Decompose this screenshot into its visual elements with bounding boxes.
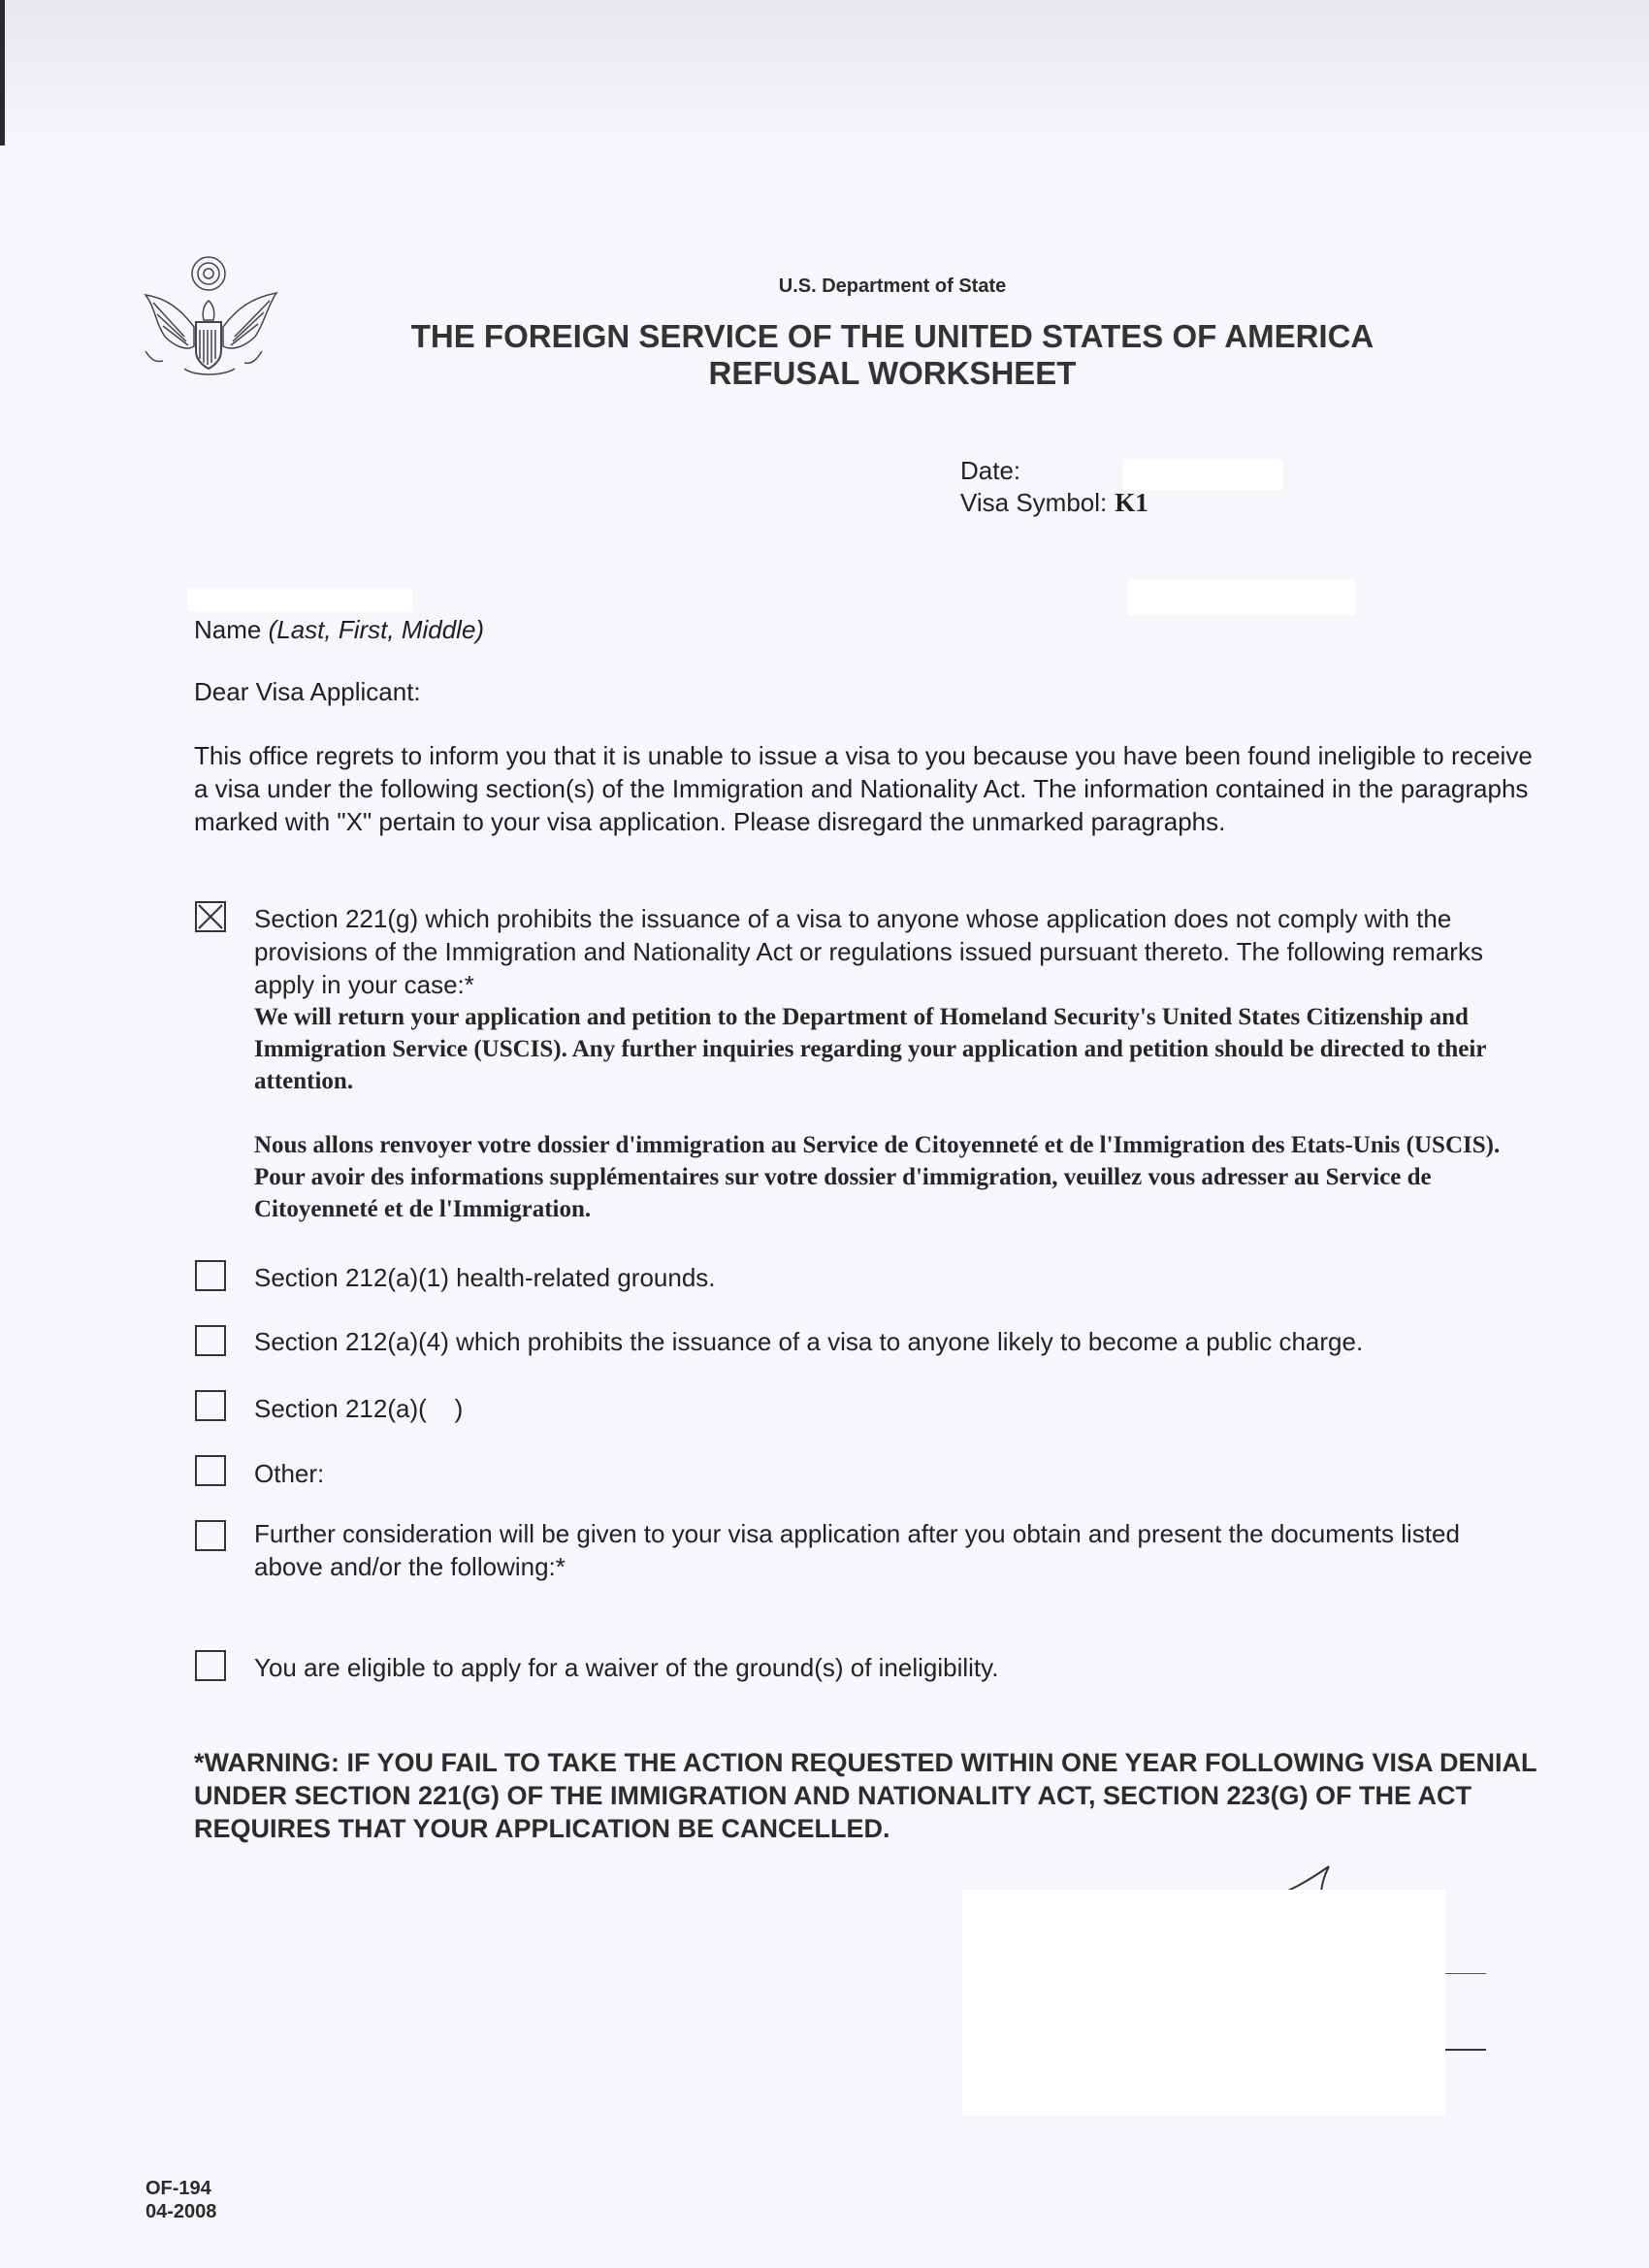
name-hint: (Last, First, Middle) [268,615,485,644]
name-label-text: Name [194,615,262,644]
checkbox-other[interactable] [195,1455,226,1486]
intro-paragraph: This office regrets to inform you that it is unable to issue a visa to you because you have been found ineligible to receive a visa under the following section(s) of the Immigration and Nationality Act. The information contained in the paragraphs marked with "X" pertain to your visa application. Please disregard the unmarked paragraphs. [194,741,1533,836]
remarks-french: Nous allons renvoyer votre dossier d'immigration au Service de Citoyenneté et de l'Immigration des Etats-Unis (USCIS). Pour avoir des informations supplémentaires sur votre dossier d'immigration, veuillez vous adresser au Service de Citoyenneté et de l'Immigration. [254,1132,1501,1222]
redacted-signature-block [962,1890,1445,2116]
department-name: U.S. Department of State [778,275,1007,297]
salutation: Dear Visa Applicant: [194,677,421,706]
signature-line-upper [1445,1973,1486,1974]
checkbox-further-consideration[interactable] [195,1520,226,1551]
name-label [194,615,484,645]
form-number: OF-194 [146,2178,211,2199]
option-section-212a-blank: Section 212(a)( ) [254,1394,464,1423]
option-other: Other: [254,1459,325,1488]
redacted-case-number [1128,579,1355,615]
scan-top-shadow [0,0,1649,146]
option-section-212a1: Section 212(a)(1) health-related grounds. [254,1263,716,1292]
checkbox-section-212a1[interactable] [195,1260,226,1291]
checkbox-section-221g[interactable] [195,901,226,932]
option-waiver-eligible: You are eligible to apply for a waiver of the ground(s) of ineligibility. [254,1653,999,1682]
checkbox-section-212a4[interactable] [195,1325,226,1356]
scan-left-edge [0,0,5,146]
x-mark-icon [197,903,224,930]
option-section-221g [254,902,1535,1225]
form-identifier [146,2177,216,2223]
document-subtitle: REFUSAL WORKSHEET [708,355,1077,391]
option-further-consideration: Further consideration will be given to your visa application after you obtain and present the documents listed above and/or the following:* [254,1519,1460,1581]
checkbox-section-212a-blank[interactable] [195,1390,226,1421]
option-section-212a4: Section 212(a)(4) which prohibits the issuance of a visa to anyone likely to become a public charge. [254,1327,1364,1356]
document-title: THE FOREIGN SERVICE OF THE UNITED STATES OF AMERICA [410,318,1374,354]
remarks-english: We will return your application and petition to the Department of Homeland Security's United States Citizenship and Immigration Service (USCIS). Any further inquiries regarding your application and petition should be directed to their attention. [254,1004,1486,1094]
date-label: Date: [960,456,1021,485]
option-section-221g-text: Section 221(g) which prohibits the issuance of a visa to anyone whose application does not comply with the provisions of the Immigration and Nationality Act or regulations issued pursuant thereto. The following remarks apply in your case:* [254,904,1483,999]
redacted-date [1123,460,1283,490]
visa-symbol-row [960,488,1148,518]
signature-line-lower [1445,2049,1486,2051]
checkbox-waiver-eligible[interactable] [195,1650,226,1681]
visa-symbol-value: K1 [1115,488,1148,517]
form-date: 04-2008 [146,2201,217,2222]
visa-symbol-label: Visa Symbol: [960,488,1108,517]
warning-notice: *WARNING: IF YOU FAIL TO TAKE THE ACTION REQUESTED WITHIN ONE YEAR FOLLOWING VISA DENIAL UNDER SECTION 221(G) OF THE IMMIGRATION AND NATIONALITY ACT, SECTION 223(G) OF THE ACT REQUIRES THAT YOUR APPLICATION BE CANCELLED. [194,1748,1537,1843]
redacted-name [187,588,412,611]
